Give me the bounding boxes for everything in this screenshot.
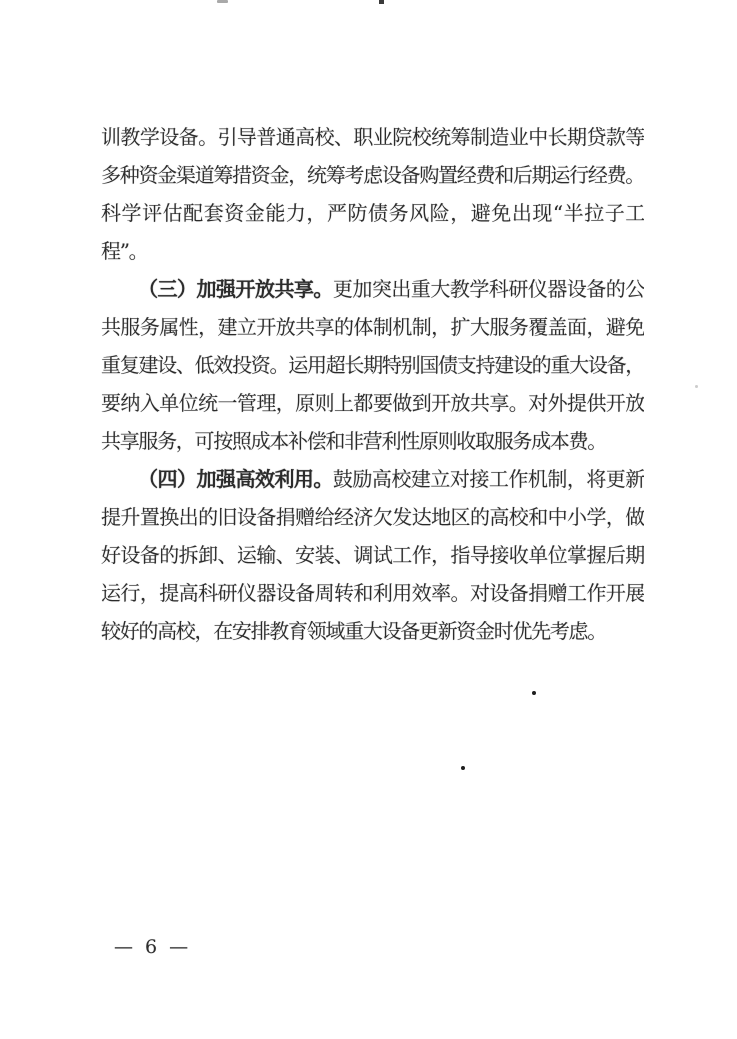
document-body <box>101 118 644 650</box>
section-heading-3: （三）加强开放共享。 <box>138 277 333 301</box>
text-line-section-heading <box>101 460 644 498</box>
text-line: 较好的高校，在安排教育领域重大设备更新资金时优先考虑。 <box>101 619 606 643</box>
scan-edge-artifact <box>217 0 228 3</box>
text-line: 好设备的拆卸、运输、安装、调试工作，指导接收单位掌握后期 <box>101 543 644 567</box>
page-number: — 6 — <box>114 936 192 958</box>
text-line: 共服务属性，建立开放共享的体制机制，扩大服务覆盖面，避免 <box>101 315 644 339</box>
scan-speck <box>695 385 698 388</box>
text-line: 多种资金渠道筹措资金，统筹考虑设备购置经费和后期运行经费。 <box>101 163 644 187</box>
text-line: 共享服务，可按照成本补偿和非营利性原则收取服务成本费。 <box>101 429 606 453</box>
text-line: 提升置换出的旧设备捐赠给经济欠发达地区的高校和中小学，做 <box>101 505 644 529</box>
scan-speck <box>461 766 465 770</box>
scan-edge-artifact <box>379 0 384 4</box>
text-line-section-heading <box>101 270 644 308</box>
section-heading-4: （四）加强高效利用。 <box>138 467 333 491</box>
text-line: 要纳入单位统一管理，原则上都要做到开放共享。对外提供开放 <box>101 391 644 415</box>
text-run: 鼓励高校建立对接工作机制，将更新 <box>332 467 644 491</box>
text-line: 训教学设备。引导普通高校、职业院校统筹制造业中长期贷款等 <box>101 125 644 149</box>
text-run: 更加突出重大教学科研仪器设备的公 <box>332 277 644 301</box>
scan-speck <box>532 691 536 695</box>
text-line: 程”。 <box>101 239 148 263</box>
text-line: 运行，提高科研仪器设备周转和利用效率。对设备捐赠工作开展 <box>101 581 644 605</box>
text-line: 重复建设、低效投资。运用超长期特别国债支持建设的重大设备， <box>101 353 644 377</box>
text-line: 科学评估配套资金能力，严防债务风险，避免出现“半拉子工 <box>101 201 644 225</box>
